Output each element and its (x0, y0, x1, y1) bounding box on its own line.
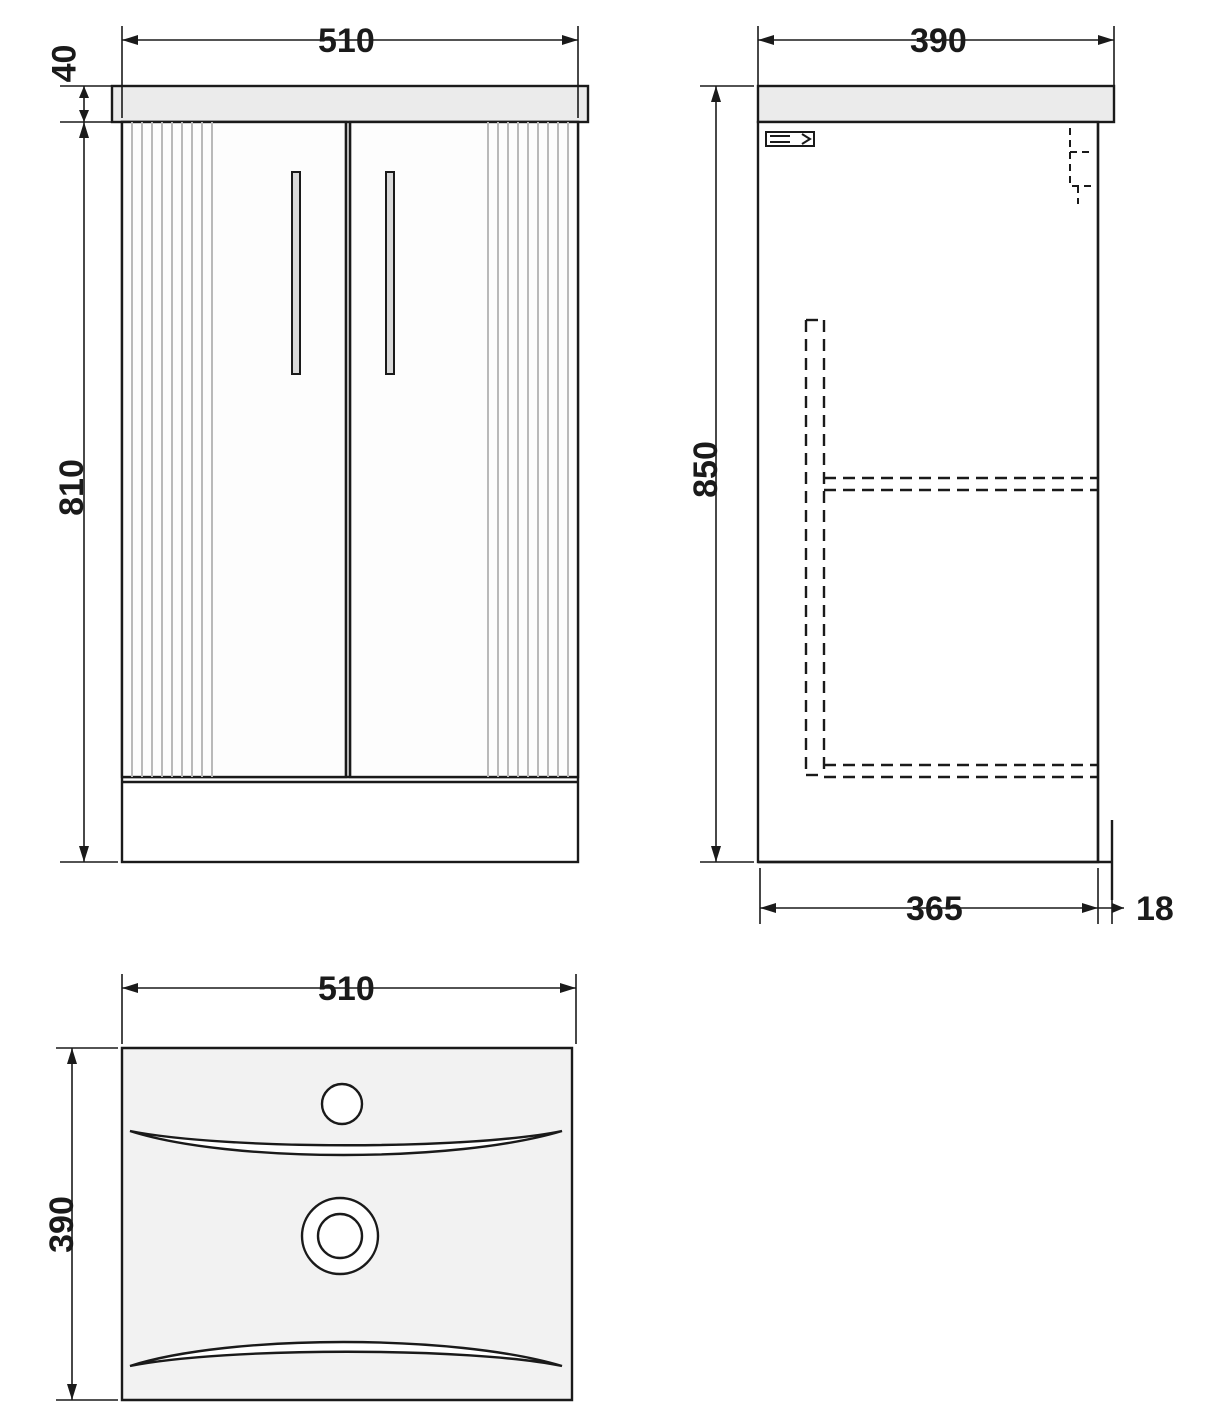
side-worktop (758, 86, 1114, 122)
label-plan-depth: 390 (42, 1196, 81, 1253)
tap-hole (322, 1084, 362, 1124)
label-front-width: 510 (318, 22, 375, 60)
front-elevation-view (60, 26, 588, 862)
side-cabinet-body (758, 122, 1098, 862)
label-side-plinth-setback: 18 (1136, 890, 1174, 928)
door-handle-left (292, 172, 300, 374)
label-side-depth: 390 (910, 22, 967, 60)
side-wall-bracket (766, 132, 814, 146)
front-door-right (350, 122, 578, 777)
waste-outlet-inner (318, 1214, 362, 1258)
label-side-cabinet-depth: 365 (906, 890, 963, 928)
door-handle-right (386, 172, 394, 374)
label-plan-width: 510 (318, 970, 375, 1008)
dim-front-worktop-thickness (60, 86, 112, 122)
side-elevation-view (700, 26, 1124, 924)
plan-view (56, 974, 576, 1400)
front-worktop (112, 86, 588, 122)
front-door-left (122, 122, 346, 777)
label-front-height: 810 (52, 459, 91, 516)
label-front-worktop-thickness: 40 (45, 44, 84, 83)
label-side-height: 850 (686, 441, 725, 498)
